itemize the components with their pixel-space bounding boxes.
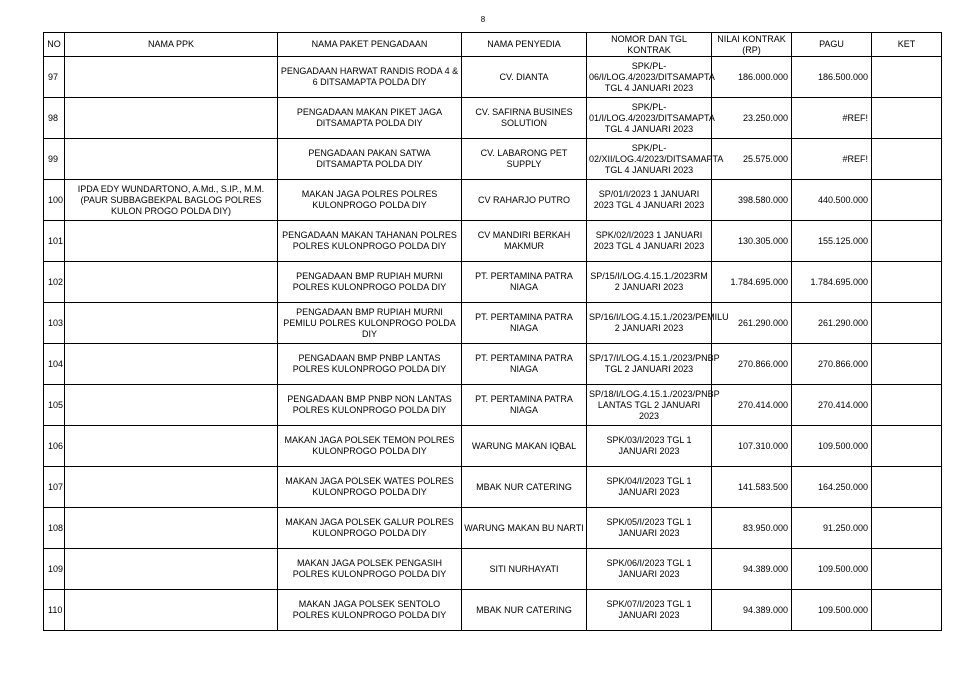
table-row xyxy=(44,262,942,303)
cell-pagu: 155.125.000 xyxy=(792,221,872,262)
cell-ket xyxy=(872,57,942,98)
cell-nama-paket: PENGADAAN BMP PNBP NON LANTAS POLRES KULONPROGO POLDA DIY xyxy=(278,385,462,426)
cell-nama-penyedia: PT. PERTAMINA PATRA NIAGA xyxy=(462,303,587,344)
cell-nilai-kontrak: 141.583.500 xyxy=(712,467,792,508)
cell-ket xyxy=(872,590,942,631)
header-nama-penyedia: NAMA PENYEDIA xyxy=(462,33,587,57)
cell-nomor-kontrak: SPK/03/I/2023 TGL 1 JANUARI 2023 xyxy=(587,426,712,467)
cell-pagu: 440.500.000 xyxy=(792,180,872,221)
header-nama-ppk: NAMA PPK xyxy=(65,33,278,57)
cell-nama-ppk xyxy=(65,57,278,98)
cell-nama-ppk xyxy=(65,344,278,385)
header-ket: KET xyxy=(872,33,942,57)
table-row xyxy=(44,98,942,139)
cell-nomor-kontrak: SPK/PL-02/XII/LOG.4/2023/DITSAMAPTA TGL 4 JANUARI 2023 xyxy=(587,139,712,180)
cell-nomor-kontrak: SP/01/I/2023 1 JANUARI 2023 TGL 4 JANUARI 2023 xyxy=(587,180,712,221)
cell-pagu: 164.250.000 xyxy=(792,467,872,508)
table-row xyxy=(44,139,942,180)
table-row xyxy=(44,57,942,98)
cell-nama-paket: MAKAN JAGA POLSEK TEMON POLRES KULONPROGO POLDA DIY xyxy=(278,426,462,467)
cell-nama-ppk xyxy=(65,303,278,344)
cell-no: 105 xyxy=(44,385,65,426)
cell-nilai-kontrak: 186.000.000 xyxy=(712,57,792,98)
cell-no: 109 xyxy=(44,549,65,590)
cell-nomor-kontrak: SPK/02/I/2023 1 JANUARI 2023 TGL 4 JANUARI 2023 xyxy=(587,221,712,262)
cell-no: 97 xyxy=(44,57,65,98)
cell-pagu: #REF! xyxy=(792,98,872,139)
table-body xyxy=(44,57,942,631)
cell-pagu: #REF! xyxy=(792,139,872,180)
cell-pagu: 186.500.000 xyxy=(792,57,872,98)
cell-nama-ppk xyxy=(65,590,278,631)
cell-nomor-kontrak: SPK/06/I/2023 TGL 1 JANUARI 2023 xyxy=(587,549,712,590)
header-row xyxy=(44,33,942,57)
cell-pagu: 270.866.000 xyxy=(792,344,872,385)
cell-nomor-kontrak: SPK/PL-01/I/LOG.4/2023/DITSAMAPTA TGL 4 JANUARI 2023 xyxy=(587,98,712,139)
cell-ket xyxy=(872,426,942,467)
cell-nama-ppk xyxy=(65,262,278,303)
cell-ket xyxy=(872,549,942,590)
cell-no: 107 xyxy=(44,467,65,508)
cell-no: 101 xyxy=(44,221,65,262)
cell-nama-paket: MAKAN JAGA POLSEK GALUR POLRES KULONPROGO POLDA DIY xyxy=(278,508,462,549)
cell-nomor-kontrak: SPK/PL-06/I/LOG.4/2023/DITSAMAPTA TGL 4 JANUARI 2023 xyxy=(587,57,712,98)
table-row xyxy=(44,549,942,590)
cell-pagu: 261.290.000 xyxy=(792,303,872,344)
cell-nilai-kontrak: 25.575.000 xyxy=(712,139,792,180)
cell-nomor-kontrak: SPK/04/I/2023 TGL 1 JANUARI 2023 xyxy=(587,467,712,508)
cell-nilai-kontrak: 261.290.000 xyxy=(712,303,792,344)
cell-ket xyxy=(872,344,942,385)
table-row xyxy=(44,385,942,426)
cell-nama-penyedia: PT. PERTAMINA PATRA NIAGA xyxy=(462,262,587,303)
cell-nama-ppk xyxy=(65,98,278,139)
cell-no: 104 xyxy=(44,344,65,385)
table-row xyxy=(44,508,942,549)
cell-nilai-kontrak: 107.310.000 xyxy=(712,426,792,467)
table-row xyxy=(44,590,942,631)
cell-nama-paket: PENGADAAN MAKAN PIKET JAGA DITSAMAPTA POLDA DIY xyxy=(278,98,462,139)
cell-nama-penyedia: CV. DIANTA xyxy=(462,57,587,98)
cell-nomor-kontrak: SP/16/I/LOG.4.15.1./2023/PEMILU 2 JANUARI 2023 xyxy=(587,303,712,344)
cell-nama-penyedia: PT. PERTAMINA PATRA NIAGA xyxy=(462,385,587,426)
header-nama-paket: NAMA PAKET PENGADAAN xyxy=(278,33,462,57)
cell-nama-ppk xyxy=(65,426,278,467)
cell-nilai-kontrak: 83.950.000 xyxy=(712,508,792,549)
cell-nilai-kontrak: 270.414.000 xyxy=(712,385,792,426)
table-row xyxy=(44,221,942,262)
cell-ket xyxy=(872,467,942,508)
cell-ket xyxy=(872,98,942,139)
cell-no: 102 xyxy=(44,262,65,303)
cell-nilai-kontrak: 94.389.000 xyxy=(712,590,792,631)
cell-no: 98 xyxy=(44,98,65,139)
cell-pagu: 109.500.000 xyxy=(792,549,872,590)
table-row xyxy=(44,303,942,344)
header-nilai-kontrak: NILAI KONTRAK (RP) xyxy=(712,33,792,57)
cell-nomor-kontrak: SP/17/I/LOG.4.15.1./2023/PNBP TGL 2 JANUARI 2023 xyxy=(587,344,712,385)
cell-nama-ppk xyxy=(65,467,278,508)
cell-nomor-kontrak: SP/15/I/LOG.4.15.1./2023RM 2 JANUARI 2023 xyxy=(587,262,712,303)
cell-ket xyxy=(872,385,942,426)
cell-nilai-kontrak: 94.389.000 xyxy=(712,549,792,590)
cell-nomor-kontrak: SPK/07/I/2023 TGL 1 JANUARI 2023 xyxy=(587,590,712,631)
cell-nama-paket: PENGADAAN PAKAN SATWA DITSAMAPTA POLDA DIY xyxy=(278,139,462,180)
cell-nama-ppk xyxy=(65,508,278,549)
cell-nama-paket: PENGADAAN HARWAT RANDIS RODA 4 & 6 DITSAMAPTA POLDA DIY xyxy=(278,57,462,98)
cell-nama-paket: MAKAN JAGA POLSEK WATES POLRES KULONPROGO POLDA DIY xyxy=(278,467,462,508)
cell-nilai-kontrak: 398.580.000 xyxy=(712,180,792,221)
cell-nomor-kontrak: SPK/05/I/2023 TGL 1 JANUARI 2023 xyxy=(587,508,712,549)
table-row xyxy=(44,180,942,221)
cell-ket xyxy=(872,303,942,344)
cell-nama-ppk xyxy=(65,385,278,426)
cell-nama-paket: PENGADAAN BMP RUPIAH MURNI POLRES KULONPROGO POLDA DIY xyxy=(278,262,462,303)
cell-no: 99 xyxy=(44,139,65,180)
cell-nama-penyedia: WARUNG MAKAN IQBAL xyxy=(462,426,587,467)
cell-nomor-kontrak: SP/18/I/LOG.4.15.1./2023/PNBP LANTAS TGL 2 JANUARI 2023 xyxy=(587,385,712,426)
cell-nama-penyedia: MBAK NUR CATERING xyxy=(462,590,587,631)
cell-nilai-kontrak: 270.866.000 xyxy=(712,344,792,385)
cell-pagu: 91.250.000 xyxy=(792,508,872,549)
cell-nama-ppk xyxy=(65,549,278,590)
cell-nama-paket: MAKAN JAGA POLSEK SENTOLO POLRES KULONPROGO POLDA DIY xyxy=(278,590,462,631)
cell-ket xyxy=(872,221,942,262)
cell-nama-penyedia: MBAK NUR CATERING xyxy=(462,467,587,508)
table-row xyxy=(44,467,942,508)
cell-nama-penyedia: CV RAHARJO PUTRO xyxy=(462,180,587,221)
cell-nama-paket: PENGADAAN MAKAN TAHANAN POLRES POLRES KULONPROGO POLDA DIY xyxy=(278,221,462,262)
cell-nama-ppk xyxy=(65,221,278,262)
cell-nilai-kontrak: 1.784.695.000 xyxy=(712,262,792,303)
cell-nama-paket: PENGADAAN BMP PNBP LANTAS POLRES KULONPROGO POLDA DIY xyxy=(278,344,462,385)
header-no: NO xyxy=(44,33,65,57)
cell-pagu: 270.414.000 xyxy=(792,385,872,426)
cell-nama-penyedia: PT. PERTAMINA PATRA NIAGA xyxy=(462,344,587,385)
cell-no: 108 xyxy=(44,508,65,549)
cell-nama-penyedia: WARUNG MAKAN BU NARTI xyxy=(462,508,587,549)
cell-nama-paket: PENGADAAN BMP RUPIAH MURNI PEMILU POLRES KULONPROGO POLDA DIY xyxy=(278,303,462,344)
cell-nama-ppk xyxy=(65,139,278,180)
table-row xyxy=(44,344,942,385)
cell-ket xyxy=(872,262,942,303)
cell-pagu: 1.784.695.000 xyxy=(792,262,872,303)
cell-no: 100 xyxy=(44,180,65,221)
cell-nama-paket: MAKAN JAGA POLSEK PENGASIH POLRES KULONPROGO POLDA DIY xyxy=(278,549,462,590)
table-row xyxy=(44,426,942,467)
cell-no: 103 xyxy=(44,303,65,344)
cell-no: 110 xyxy=(44,590,65,631)
page-number: 8 xyxy=(480,15,486,24)
cell-nama-paket: MAKAN JAGA POLRES POLRES KULONPROGO POLDA DIY xyxy=(278,180,462,221)
header-nomor-kontrak: NOMOR DAN TGL KONTRAK xyxy=(587,33,712,57)
cell-nama-ppk: IPDA EDY WUNDARTONO, A.Md., S.IP., M.M. (PAUR SUBBAGBEKPAL BAGLOG POLRES KULON PROGO POLDA DIY) xyxy=(65,180,278,221)
cell-nilai-kontrak: 23.250.000 xyxy=(712,98,792,139)
cell-pagu: 109.500.000 xyxy=(792,590,872,631)
cell-ket xyxy=(872,139,942,180)
cell-nama-penyedia: SITI NURHAYATI xyxy=(462,549,587,590)
cell-no: 106 xyxy=(44,426,65,467)
cell-nilai-kontrak: 130.305.000 xyxy=(712,221,792,262)
cell-nama-penyedia: CV. SAFIRNA BUSINES SOLUTION xyxy=(462,98,587,139)
cell-nama-penyedia: CV. LABARONG PET SUPPLY xyxy=(462,139,587,180)
cell-nama-penyedia: CV MANDIRI BERKAH MAKMUR xyxy=(462,221,587,262)
cell-ket xyxy=(872,180,942,221)
cell-pagu: 109.500.000 xyxy=(792,426,872,467)
header-pagu: PAGU xyxy=(792,33,872,57)
cell-ket xyxy=(872,508,942,549)
procurement-table xyxy=(43,32,942,631)
